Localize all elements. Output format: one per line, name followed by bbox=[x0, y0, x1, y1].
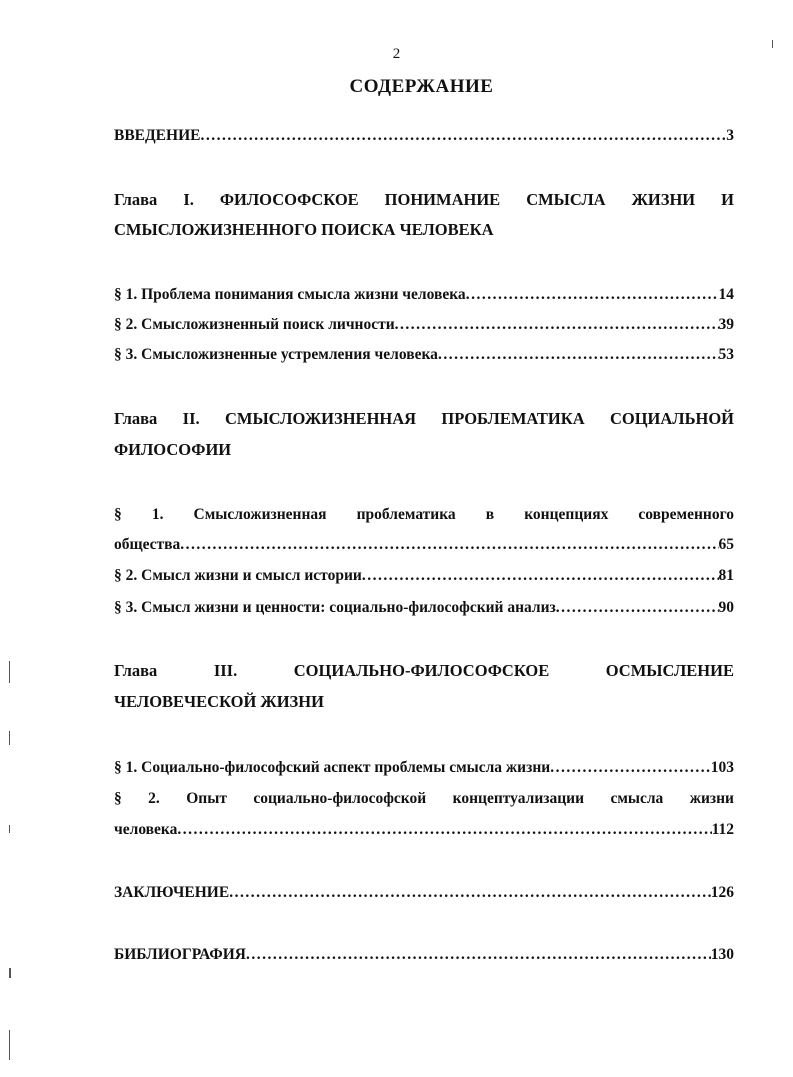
toc-entry-page: 90 bbox=[718, 599, 734, 616]
leader-dots bbox=[177, 820, 711, 840]
toc-entry-label: общества bbox=[114, 536, 181, 553]
toc-entry-ch3-s1[interactable] bbox=[114, 758, 734, 778]
toc-entry-label: § 3. Смысложизненные устремления человека bbox=[114, 346, 438, 363]
toc-entry-intro[interactable] bbox=[114, 126, 734, 146]
chapter-2-heading-line-2[interactable]: ФИЛОСОФИИ bbox=[114, 440, 232, 459]
toc-entry-conclusion[interactable] bbox=[114, 883, 734, 903]
leader-dots bbox=[200, 126, 726, 146]
leader-dots bbox=[362, 566, 719, 586]
toc-entry-label: БИБЛИОГРАФИЯ bbox=[114, 946, 246, 963]
toc-entry-ch3-s2-line-1[interactable]: § 2. Опыт социально-философской концептуализации смысла жизни bbox=[114, 790, 734, 807]
toc-entry-page: 112 bbox=[711, 821, 734, 838]
toc-entry-page: 81 bbox=[718, 567, 734, 584]
toc-entry-page: 3 bbox=[726, 127, 734, 144]
toc-entry-ch1-s2[interactable] bbox=[114, 315, 734, 335]
toc-entry-label: § 1. Социально-философский аспект проблемы смысла жизни bbox=[114, 759, 551, 776]
leader-dots bbox=[550, 758, 711, 778]
toc-entry-page: 130 bbox=[710, 946, 734, 963]
chapter-3-heading-line-2[interactable]: ЧЕЛОВЕЧЕСКОЙ ЖИЗНИ bbox=[114, 692, 324, 711]
toc-entry-label: ЗАКЛЮЧЕНИЕ bbox=[114, 884, 230, 901]
scan-artifact bbox=[9, 731, 10, 745]
toc-entry-page: 103 bbox=[710, 759, 734, 776]
toc-entry-ch1-s1[interactable] bbox=[114, 285, 734, 305]
toc-entry-ch3-s2[interactable] bbox=[114, 820, 734, 840]
toc-entry-page: 53 bbox=[718, 346, 734, 363]
toc-entry-label: § 1. Проблема понимания смысла жизни человека bbox=[114, 286, 466, 303]
leader-dots bbox=[438, 345, 719, 365]
toc-entry-label: § 2. Смысложизненный поиск личности bbox=[114, 316, 395, 333]
toc-entry-ch2-s2[interactable] bbox=[114, 566, 734, 586]
chapter-3-word: ОСМЫСЛЕНИЕ bbox=[605, 661, 734, 680]
chapter-2-heading-line-1[interactable]: Глава II. СМЫСЛОЖИЗНЕННАЯ ПРОБЛЕМАТИКА СОЦИАЛЬНОЙ bbox=[114, 409, 734, 428]
toc-entry-ch2-s3[interactable] bbox=[114, 598, 734, 618]
scan-artifact bbox=[772, 40, 773, 48]
toc-entry-label: человека bbox=[114, 821, 178, 838]
scan-artifact bbox=[9, 825, 10, 833]
toc-entry-page: 14 bbox=[718, 286, 734, 303]
toc-entry-ch2-s1-line-1[interactable]: § 1. Смысложизненная проблематика в концепциях современного bbox=[114, 506, 734, 523]
toc-entry-ch2-s1[interactable] bbox=[114, 535, 734, 555]
chapter-3-heading-line-1[interactable] bbox=[114, 661, 734, 681]
leader-dots bbox=[556, 598, 719, 618]
leader-dots bbox=[229, 883, 711, 903]
toc-entry-page: 65 bbox=[718, 536, 734, 553]
toc-entry-page: 39 bbox=[718, 316, 734, 333]
leader-dots bbox=[395, 315, 719, 335]
leader-dots bbox=[180, 535, 718, 555]
toc-entry-label: § 2. Смысл жизни и смысл истории bbox=[114, 567, 362, 584]
chapter-3-word: Глава bbox=[114, 661, 158, 680]
leader-dots bbox=[466, 285, 719, 305]
scan-artifact bbox=[9, 968, 11, 978]
toc-entry-bibliography[interactable] bbox=[114, 945, 734, 965]
toc-entry-label: § 3. Смысл жизни и ценности: социально-философский анализ bbox=[114, 599, 556, 616]
chapter-3-numeral: III. bbox=[213, 661, 238, 680]
leader-dots bbox=[246, 945, 711, 965]
chapter-1-heading-line-2[interactable]: СМЫСЛОЖИЗНЕННОГО ПОИСКА ЧЕЛОВЕКА bbox=[114, 220, 494, 239]
page-title: СОДЕРЖАНИЕ bbox=[349, 76, 494, 97]
toc-entry-ch1-s3[interactable] bbox=[114, 345, 734, 365]
scan-artifact bbox=[9, 1030, 10, 1060]
chapter-1-heading-line-1[interactable]: Глава I. ФИЛОСОФСКОЕ ПОНИМАНИЕ СМЫСЛА ЖИЗНИ И bbox=[114, 190, 734, 209]
scan-artifact bbox=[9, 661, 10, 683]
toc-entry-label: ВВЕДЕНИЕ bbox=[114, 127, 201, 144]
page-number: 2 bbox=[392, 46, 401, 62]
chapter-3-word: СОЦИАЛЬНО-ФИЛОСОФСКОЕ bbox=[293, 661, 550, 680]
toc-entry-page: 126 bbox=[710, 884, 734, 901]
